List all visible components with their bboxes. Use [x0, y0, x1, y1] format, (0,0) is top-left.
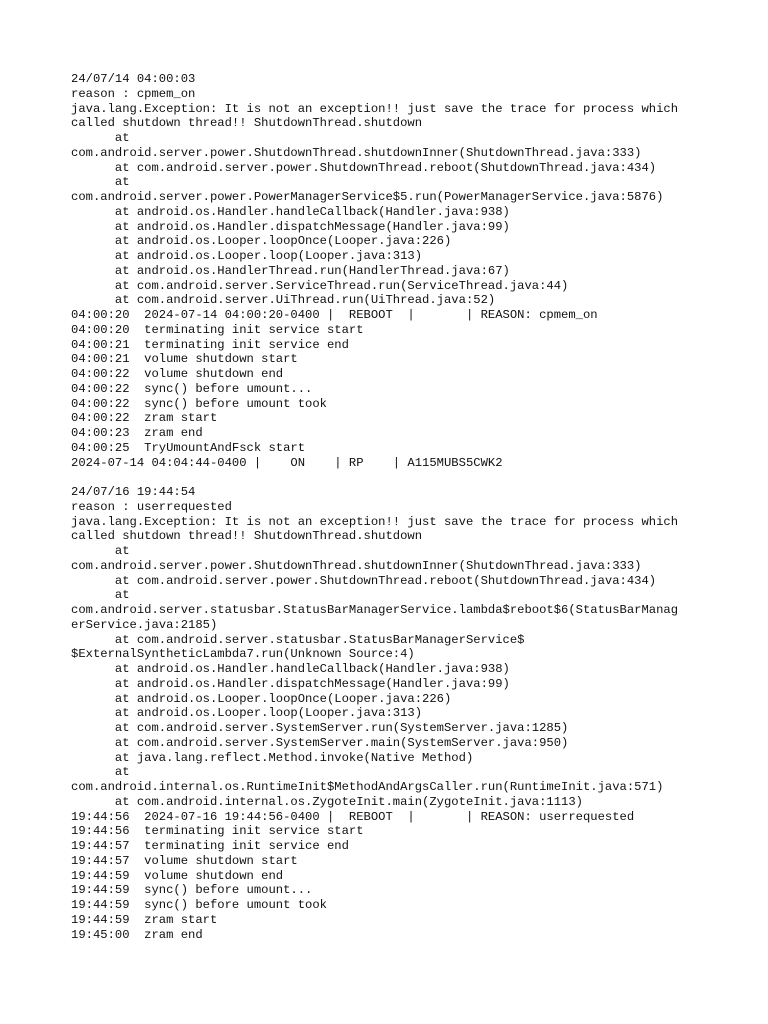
log-line: erService.java:2185): [71, 617, 218, 632]
log-line: 04:00:25 TryUmountAndFsck start: [71, 440, 306, 455]
log-line: at android.os.HandlerThread.run(HandlerThread.java:67): [71, 263, 510, 278]
log-line: 19:45:00 zram end: [71, 927, 203, 942]
log-line: 04:00:22 sync() before umount took: [71, 396, 327, 411]
log-line: 2024-07-14 04:04:44-0400 | ON | RP | A115MUBS5CWK2: [71, 455, 503, 470]
log-line: at: [71, 544, 130, 558]
log-line: reason : cpmem_on: [71, 86, 196, 101]
log-line: at: [71, 765, 130, 780]
log-line: 19:44:57 volume shutdown start: [71, 853, 298, 868]
log-line: at: [71, 131, 130, 145]
entry-separator: [71, 470, 711, 485]
log-line: at com.android.server.ServiceThread.run(ServiceThread.java:44): [71, 278, 569, 293]
log-entry-1: [71, 72, 711, 470]
log-line: 04:00:21 volume shutdown start: [71, 352, 298, 367]
log-line: at com.android.server.power.ShutdownThread.reboot(ShutdownThread.java:434): [71, 160, 657, 175]
log-line: 19:44:59 sync() before umount...: [71, 883, 313, 898]
log-line: at android.os.Looper.loopOnce(Looper.java:226): [71, 691, 452, 706]
log-line: 19:44:59 volume shutdown end: [71, 868, 284, 883]
log-line: at android.os.Looper.loop(Looper.java:313): [71, 249, 423, 263]
log-line: at: [71, 175, 130, 190]
log-line: at com.android.internal.os.ZygoteInit.main(ZygoteInit.java:1113): [71, 794, 583, 809]
log-line: $ExternalSyntheticLambda7.run(Unknown Source:4): [71, 647, 415, 662]
log-line: at com.android.server.SystemServer.main(SystemServer.java:950): [71, 735, 569, 750]
log-line: com.android.server.power.ShutdownThread.shutdownInner(ShutdownThread.java:333): [71, 558, 642, 573]
log-line: at android.os.Looper.loopOnce(Looper.java:226): [71, 234, 452, 249]
log-line: called shutdown thread!! ShutdownThread.shutdown: [71, 116, 423, 131]
log-line: 04:00:22 volume shutdown end: [71, 367, 284, 381]
log-line: at: [71, 588, 130, 603]
log-line: at com.android.server.power.ShutdownThread.reboot(ShutdownThread.java:434): [71, 573, 657, 588]
log-line: 04:00:20 2024-07-14 04:00:20-0400 | REBOOT | | REASON: cpmem_on: [71, 308, 598, 322]
log-line: com.android.internal.os.RuntimeInit$MethodAndArgsCaller.run(RuntimeInit.java:571): [71, 780, 664, 794]
log-line: at java.lang.reflect.Method.invoke(Native Method): [71, 750, 474, 765]
log-line: 24/07/14 04:00:03: [71, 72, 196, 86]
log-line: at com.android.server.SystemServer.run(SystemServer.java:1285): [71, 721, 569, 735]
log-document: [71, 72, 711, 942]
log-line: 04:00:22 zram start: [71, 411, 218, 426]
log-line: reason : userrequested: [71, 499, 232, 514]
log-line: 19:44:59 zram start: [71, 912, 218, 927]
log-line: java.lang.Exception: It is not an exception!! just save the trace for process which: [71, 101, 679, 116]
log-line: at android.os.Handler.dispatchMessage(Handler.java:99): [71, 219, 510, 234]
log-line: at android.os.Handler.handleCallback(Handler.java:938): [71, 662, 510, 676]
log-entry-2: [71, 485, 711, 942]
log-line: at android.os.Handler.handleCallback(Handler.java:938): [71, 204, 510, 219]
log-line: com.android.server.power.ShutdownThread.shutdownInner(ShutdownThread.java:333): [71, 145, 642, 160]
log-line: com.android.server.power.PowerManagerService$5.run(PowerManagerService.java:5876): [71, 190, 664, 204]
log-line: 04:00:22 sync() before umount...: [71, 381, 313, 396]
log-line: com.android.server.statusbar.StatusBarManagerService.lambda$reboot$6(StatusBarManag: [71, 603, 679, 617]
log-line: 04:00:23 zram end: [71, 426, 203, 440]
log-line: at android.os.Looper.loop(Looper.java:313): [71, 706, 423, 721]
log-line: 04:00:21 terminating init service end: [71, 337, 349, 352]
log-line: java.lang.Exception: It is not an exception!! just save the trace for process which: [71, 514, 679, 529]
log-line: 24/07/16 19:44:54: [71, 485, 196, 499]
log-line: 19:44:59 sync() before umount took: [71, 898, 327, 912]
log-line: 19:44:56 2024-07-16 19:44:56-0400 | REBOOT | | REASON: userrequested: [71, 809, 635, 824]
log-line: 19:44:57 terminating init service end: [71, 839, 349, 853]
log-line: at com.android.server.UiThread.run(UiThread.java:52): [71, 293, 496, 308]
log-line: 19:44:56 terminating init service start: [71, 824, 364, 839]
log-line: called shutdown thread!! ShutdownThread.shutdown: [71, 529, 423, 544]
log-line: at com.android.server.statusbar.StatusBarManagerService$: [71, 632, 525, 647]
log-line: 04:00:20 terminating init service start: [71, 322, 364, 337]
log-line: at android.os.Handler.dispatchMessage(Handler.java:99): [71, 676, 510, 691]
